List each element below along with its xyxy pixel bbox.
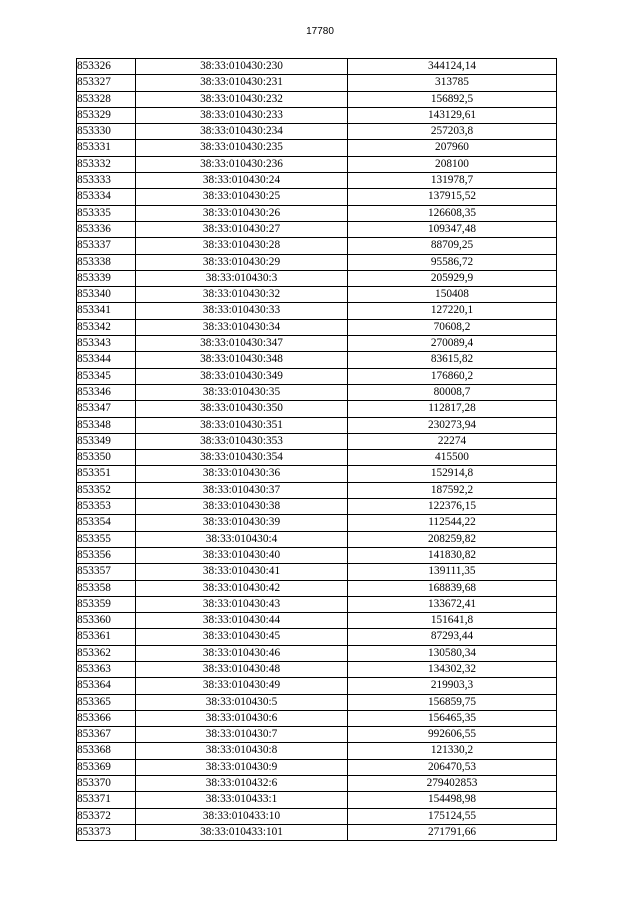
value-cell: 126608,35 (348, 205, 557, 221)
table-row (77, 564, 557, 580)
cadastral-number-cell: 38:33:010430:348 (136, 352, 348, 368)
row-id-cell: 853343 (77, 336, 136, 352)
table-row (77, 124, 557, 140)
value-cell: 156892,5 (348, 91, 557, 107)
row-id-cell: 853358 (77, 580, 136, 596)
row-id-cell: 853353 (77, 499, 136, 515)
cadastral-number-cell: 38:33:010430:37 (136, 482, 348, 498)
table-row (77, 352, 557, 368)
cadastral-number-cell: 38:33:010430:234 (136, 124, 348, 140)
table-row (77, 499, 557, 515)
table-row (77, 792, 557, 808)
value-cell: 313785 (348, 75, 557, 91)
row-id-cell: 853332 (77, 156, 136, 172)
table-row (77, 596, 557, 612)
value-cell: 156859,75 (348, 694, 557, 710)
row-id-cell: 853345 (77, 368, 136, 384)
table-row (77, 759, 557, 775)
table-row (77, 238, 557, 254)
value-cell: 137915,52 (348, 189, 557, 205)
row-id-cell: 853356 (77, 547, 136, 563)
table-row (77, 303, 557, 319)
cadastral-number-cell: 38:33:010430:48 (136, 661, 348, 677)
table-row (77, 254, 557, 270)
cadastral-number-cell: 38:33:010430:45 (136, 629, 348, 645)
cadastral-number-cell: 38:33:010430:28 (136, 238, 348, 254)
value-cell: 219903,3 (348, 678, 557, 694)
value-cell: 131978,7 (348, 173, 557, 189)
value-cell: 130580,34 (348, 645, 557, 661)
value-cell: 168839,68 (348, 580, 557, 596)
cadastral-number-cell: 38:33:010430:351 (136, 417, 348, 433)
row-id-cell: 853340 (77, 287, 136, 303)
value-cell: 152914,8 (348, 466, 557, 482)
value-cell: 87293,44 (348, 629, 557, 645)
cadastral-number-cell: 38:33:010430:24 (136, 173, 348, 189)
cadastral-number-cell: 38:33:010430:5 (136, 694, 348, 710)
row-id-cell: 853326 (77, 59, 136, 75)
row-id-cell: 853352 (77, 482, 136, 498)
table-row (77, 401, 557, 417)
cadastral-number-cell: 38:33:010430:43 (136, 596, 348, 612)
cadastral-number-cell: 38:33:010430:35 (136, 384, 348, 400)
table-row (77, 221, 557, 237)
table-row (77, 466, 557, 482)
table-row (77, 205, 557, 221)
row-id-cell: 853372 (77, 808, 136, 824)
row-id-cell: 853355 (77, 531, 136, 547)
value-cell: 143129,61 (348, 107, 557, 123)
cadastral-number-cell: 38:33:010433:101 (136, 824, 348, 840)
cadastral-number-cell: 38:33:010430:29 (136, 254, 348, 270)
value-cell: 992606,55 (348, 727, 557, 743)
row-id-cell: 853351 (77, 466, 136, 482)
table-row (77, 629, 557, 645)
row-id-cell: 853330 (77, 124, 136, 140)
cadastral-number-cell: 38:33:010430:42 (136, 580, 348, 596)
row-id-cell: 853344 (77, 352, 136, 368)
cadastral-number-cell: 38:33:010430:353 (136, 433, 348, 449)
value-cell: 127220,1 (348, 303, 557, 319)
row-id-cell: 853339 (77, 270, 136, 286)
table-row (77, 547, 557, 563)
cadastral-number-cell: 38:33:010430:36 (136, 466, 348, 482)
registry-table (76, 58, 557, 841)
cadastral-number-cell: 38:33:010432:6 (136, 776, 348, 792)
row-id-cell: 853364 (77, 678, 136, 694)
row-id-cell: 853333 (77, 173, 136, 189)
value-cell: 109347,48 (348, 221, 557, 237)
row-id-cell: 853373 (77, 824, 136, 840)
table-row (77, 156, 557, 172)
row-id-cell: 853331 (77, 140, 136, 156)
table-row (77, 433, 557, 449)
row-id-cell: 853338 (77, 254, 136, 270)
cadastral-number-cell: 38:33:010430:26 (136, 205, 348, 221)
row-id-cell: 853334 (77, 189, 136, 205)
table-row (77, 743, 557, 759)
value-cell: 415500 (348, 450, 557, 466)
cadastral-number-cell: 38:33:010430:34 (136, 319, 348, 335)
row-id-cell: 853368 (77, 743, 136, 759)
value-cell: 208259,82 (348, 531, 557, 547)
row-id-cell: 853350 (77, 450, 136, 466)
table-row (77, 678, 557, 694)
cadastral-number-cell: 38:33:010430:231 (136, 75, 348, 91)
table-row (77, 91, 557, 107)
value-cell: 271791,66 (348, 824, 557, 840)
cadastral-number-cell: 38:33:010430:38 (136, 499, 348, 515)
value-cell: 122376,15 (348, 499, 557, 515)
value-cell: 176860,2 (348, 368, 557, 384)
table-row (77, 368, 557, 384)
row-id-cell: 853349 (77, 433, 136, 449)
table-row (77, 531, 557, 547)
row-id-cell: 853359 (77, 596, 136, 612)
cadastral-number-cell: 38:33:010433:1 (136, 792, 348, 808)
row-id-cell: 853346 (77, 384, 136, 400)
table-row (77, 384, 557, 400)
cadastral-number-cell: 38:33:010430:233 (136, 107, 348, 123)
row-id-cell: 853370 (77, 776, 136, 792)
row-id-cell: 853336 (77, 221, 136, 237)
row-id-cell: 853366 (77, 710, 136, 726)
table-row (77, 776, 557, 792)
value-cell: 156465,35 (348, 710, 557, 726)
cadastral-number-cell: 38:33:010430:235 (136, 140, 348, 156)
row-id-cell: 853357 (77, 564, 136, 580)
cadastral-number-cell: 38:33:010430:350 (136, 401, 348, 417)
value-cell: 88709,25 (348, 238, 557, 254)
cadastral-number-cell: 38:33:010430:33 (136, 303, 348, 319)
row-id-cell: 853347 (77, 401, 136, 417)
value-cell: 150408 (348, 287, 557, 303)
value-cell: 206470,53 (348, 759, 557, 775)
cadastral-number-cell: 38:33:010430:9 (136, 759, 348, 775)
cadastral-number-cell: 38:33:010430:44 (136, 613, 348, 629)
table-row (77, 808, 557, 824)
value-cell: 270089,4 (348, 336, 557, 352)
value-cell: 134302,32 (348, 661, 557, 677)
cadastral-number-cell: 38:33:010430:49 (136, 678, 348, 694)
value-cell: 175124,55 (348, 808, 557, 824)
row-id-cell: 853329 (77, 107, 136, 123)
value-cell: 205929,9 (348, 270, 557, 286)
cadastral-number-cell: 38:33:010430:8 (136, 743, 348, 759)
value-cell: 139111,35 (348, 564, 557, 580)
row-id-cell: 853327 (77, 75, 136, 91)
cadastral-number-cell: 38:33:010430:349 (136, 368, 348, 384)
value-cell: 154498,98 (348, 792, 557, 808)
cadastral-number-cell: 38:33:010430:6 (136, 710, 348, 726)
table-row (77, 824, 557, 840)
table-row (77, 694, 557, 710)
value-cell: 80008,7 (348, 384, 557, 400)
value-cell: 112817,28 (348, 401, 557, 417)
value-cell: 151641,8 (348, 613, 557, 629)
table-row (77, 173, 557, 189)
row-id-cell: 853371 (77, 792, 136, 808)
value-cell: 344124,14 (348, 59, 557, 75)
row-id-cell: 853362 (77, 645, 136, 661)
row-id-cell: 853365 (77, 694, 136, 710)
row-id-cell: 853363 (77, 661, 136, 677)
row-id-cell: 853360 (77, 613, 136, 629)
row-id-cell: 853328 (77, 91, 136, 107)
value-cell: 257203,8 (348, 124, 557, 140)
cadastral-number-cell: 38:33:010430:46 (136, 645, 348, 661)
cadastral-number-cell: 38:33:010430:232 (136, 91, 348, 107)
value-cell: 112544,22 (348, 515, 557, 531)
value-cell: 187592,2 (348, 482, 557, 498)
cadastral-number-cell: 38:33:010430:3 (136, 270, 348, 286)
row-id-cell: 853342 (77, 319, 136, 335)
table-row (77, 727, 557, 743)
table-row (77, 645, 557, 661)
value-cell: 207960 (348, 140, 557, 156)
cadastral-number-cell: 38:33:010430:32 (136, 287, 348, 303)
table-row (77, 482, 557, 498)
cadastral-number-cell: 38:33:010430:4 (136, 531, 348, 547)
table-row (77, 75, 557, 91)
table-row (77, 515, 557, 531)
table-row (77, 450, 557, 466)
cadastral-number-cell: 38:33:010430:354 (136, 450, 348, 466)
table-row (77, 417, 557, 433)
registry-table-body (77, 59, 557, 841)
table-row (77, 319, 557, 335)
cadastral-number-cell: 38:33:010430:7 (136, 727, 348, 743)
value-cell: 141830,82 (348, 547, 557, 563)
page-number: 17780 (306, 26, 334, 37)
cadastral-number-cell: 38:33:010430:39 (136, 515, 348, 531)
cadastral-number-cell: 38:33:010433:10 (136, 808, 348, 824)
table-row (77, 107, 557, 123)
row-id-cell: 853341 (77, 303, 136, 319)
value-cell: 230273,94 (348, 417, 557, 433)
table-row (77, 270, 557, 286)
table-row (77, 613, 557, 629)
cadastral-number-cell: 38:33:010430:41 (136, 564, 348, 580)
value-cell: 121330,2 (348, 743, 557, 759)
row-id-cell: 853367 (77, 727, 136, 743)
value-cell: 70608,2 (348, 319, 557, 335)
row-id-cell: 853354 (77, 515, 136, 531)
row-id-cell: 853361 (77, 629, 136, 645)
value-cell: 22274 (348, 433, 557, 449)
row-id-cell: 853337 (77, 238, 136, 254)
cadastral-number-cell: 38:33:010430:40 (136, 547, 348, 563)
table-row (77, 59, 557, 75)
value-cell: 83615,82 (348, 352, 557, 368)
row-id-cell: 853348 (77, 417, 136, 433)
table-row (77, 336, 557, 352)
table-row (77, 580, 557, 596)
cadastral-number-cell: 38:33:010430:236 (136, 156, 348, 172)
value-cell: 208100 (348, 156, 557, 172)
table-row (77, 661, 557, 677)
cadastral-number-cell: 38:33:010430:27 (136, 221, 348, 237)
table-row (77, 140, 557, 156)
row-id-cell: 853369 (77, 759, 136, 775)
value-cell: 279402853 (348, 776, 557, 792)
value-cell: 95586,72 (348, 254, 557, 270)
row-id-cell: 853335 (77, 205, 136, 221)
table-row (77, 189, 557, 205)
cadastral-number-cell: 38:33:010430:347 (136, 336, 348, 352)
table-row (77, 710, 557, 726)
table-row (77, 287, 557, 303)
cadastral-number-cell: 38:33:010430:25 (136, 189, 348, 205)
cadastral-number-cell: 38:33:010430:230 (136, 59, 348, 75)
value-cell: 133672,41 (348, 596, 557, 612)
